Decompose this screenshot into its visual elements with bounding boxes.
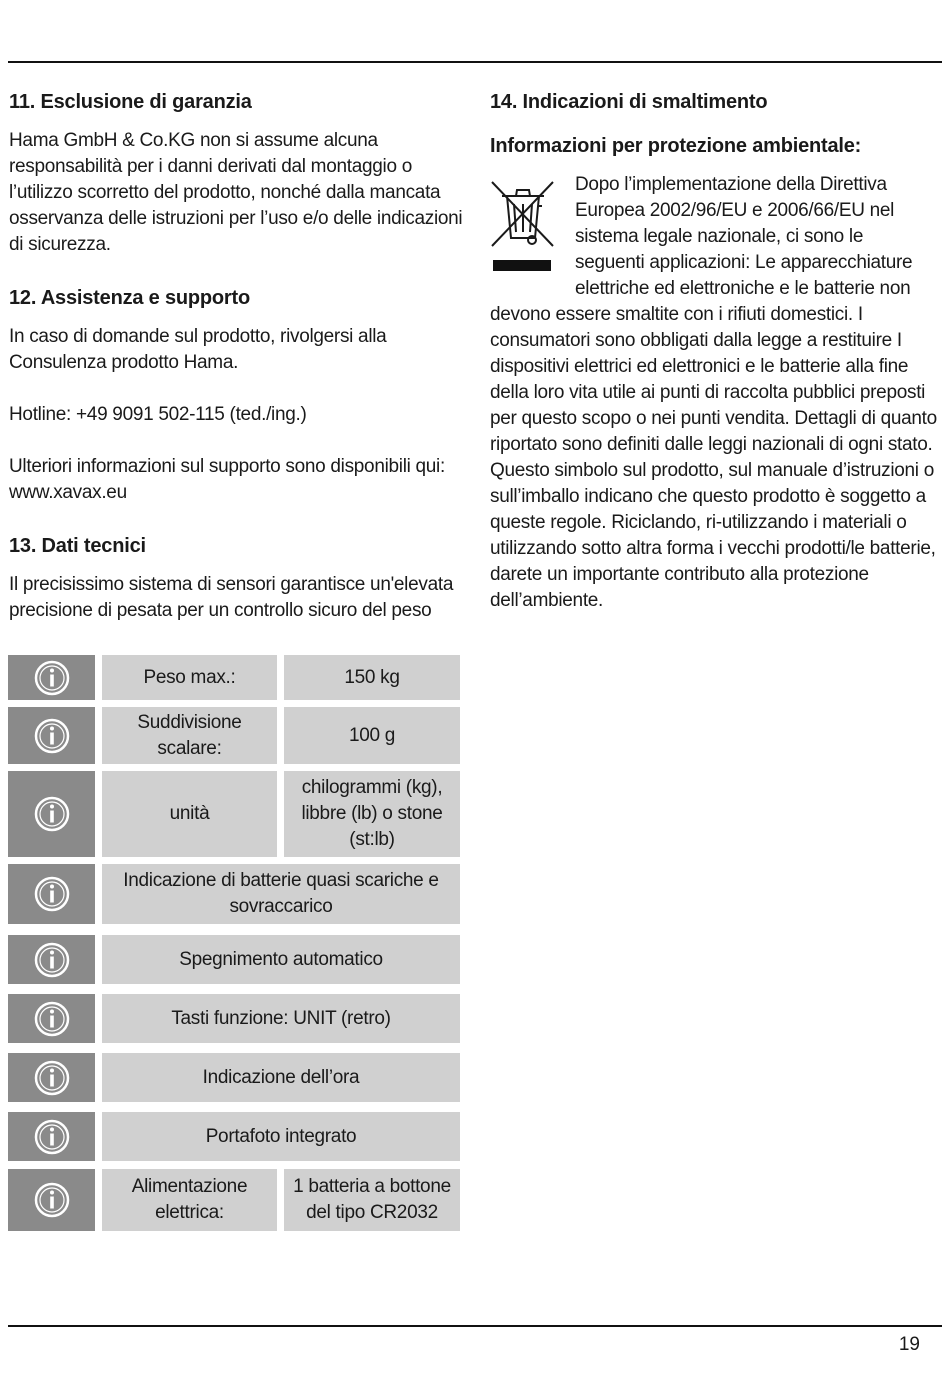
bottom-rule xyxy=(8,1325,942,1327)
section-warranty xyxy=(9,88,464,258)
info-icon xyxy=(8,771,95,857)
spec-row xyxy=(8,655,460,700)
warranty-text: Hama GmbH & Co.KG non si assume alcuna responsabilità per i danni derivati dal montaggio o l’utilizzo scorretto del prodotto, nonché dalla mancata osservanza delle istruzioni per l’uso e/o delle indicazioni di sicurezza. xyxy=(9,130,463,255)
disposal-line: elettriche ed elettroniche e le batterie non xyxy=(575,278,911,299)
disposal-text xyxy=(490,172,942,614)
hotline-text: Hotline: +49 9091 502-115 (ted./ing.) xyxy=(9,404,307,425)
section-title-disposal: 14. Indicazioni di smaltimento xyxy=(490,91,768,113)
spec-row xyxy=(8,1112,460,1161)
spec-row xyxy=(8,994,460,1043)
technical-data-text: Il precisissimo sistema di sensori garantisce un'elevata precisione di pesata per un controllo sicuro del peso xyxy=(9,574,454,621)
info-icon xyxy=(8,935,95,984)
disposal-line: Europea 2002/96/EU e 2006/66/EU nel xyxy=(575,200,895,221)
spec-label: unità xyxy=(102,771,277,857)
support-text: In caso di domande sul prodotto, rivolgersi alla Consulenza prodotto Hama. xyxy=(9,326,387,373)
section-title-technical-data: 13. Dati tecnici xyxy=(9,535,146,557)
disposal-continued-text: devono essere smaltite con i rifiuti domestici. I consumatori sono obbligati dalla legge a restituire I dispositivi elettrici ed elettronici e le batterie alla fine della loro vita utile ai punti di raccolta pubblici preposti per questo scopo o nei punti vendita. Dettagli di quanto riportato sono definiti dalle leggi nazionali di ogni stato. Questo simbolo sul prodotto, sul manuale d’istruzioni o sull’imballo indicano che questo prodotto è soggetto a queste regole. Riciclando, ri-utilizzando i materiali o utilizzando sotto altra forma i vecchi prodotti/le batterie, darete un importante contributo alla protezione dell’ambiente. xyxy=(490,304,937,611)
spec-label: Indicazione dell’ora xyxy=(102,1053,460,1102)
section-title-support: 12. Assistenza e supporto xyxy=(9,287,250,309)
page-number: 19 xyxy=(898,1334,920,1355)
info-icon xyxy=(8,655,95,700)
left-column xyxy=(9,88,464,638)
info-icon xyxy=(8,707,95,764)
spec-value: chilogrammi (kg), libbre (lb) o stone (st:lb) xyxy=(284,771,460,857)
section-technical-data xyxy=(9,532,464,624)
spec-row xyxy=(8,707,460,764)
disposal-line: seguenti applicazioni: Le apparecchiature xyxy=(575,252,913,273)
section-subtitle-environment: Informazioni per protezione ambientale: xyxy=(490,135,862,157)
spec-label: Suddivisione scalare: xyxy=(102,707,277,764)
spec-row xyxy=(8,771,460,857)
spec-label: Tasti funzione: UNIT (retro) xyxy=(102,994,460,1043)
spec-value: 150 kg xyxy=(284,655,460,700)
spec-label: Alimentazione elettrica: xyxy=(102,1169,277,1231)
section-support xyxy=(9,284,464,506)
spec-row xyxy=(8,1053,460,1102)
spec-value: 100 g xyxy=(284,707,460,764)
spec-label: Portafoto integrato xyxy=(102,1112,460,1161)
spec-label: Indicazione di batterie quasi scariche e sovraccarico xyxy=(102,864,460,924)
disposal-line: Dopo l’implementazione della Direttiva xyxy=(575,174,887,195)
info-icon xyxy=(8,994,95,1043)
spec-row xyxy=(8,864,460,924)
spec-label: Spegnimento automatico xyxy=(102,935,460,984)
spec-value: 1 batteria a bottone del tipo CR2032 xyxy=(284,1169,460,1231)
section-title-warranty: 11. Esclusione di garanzia xyxy=(9,91,252,113)
top-rule xyxy=(8,61,942,63)
spec-label: Peso max.: xyxy=(102,655,277,700)
info-icon xyxy=(8,864,95,924)
disposal-line: sistema legale nazionale, ci sono le xyxy=(575,226,864,247)
spec-row xyxy=(8,1169,460,1231)
right-column xyxy=(490,88,942,614)
crossed-out-wheelie-bin-icon xyxy=(490,180,555,272)
info-icon xyxy=(8,1112,95,1161)
spec-row xyxy=(8,935,460,984)
support-more-text: Ulteriori informazioni sul supporto sono disponibili qui: www.xavax.eu xyxy=(9,456,445,503)
info-icon xyxy=(8,1169,95,1231)
info-icon xyxy=(8,1053,95,1102)
